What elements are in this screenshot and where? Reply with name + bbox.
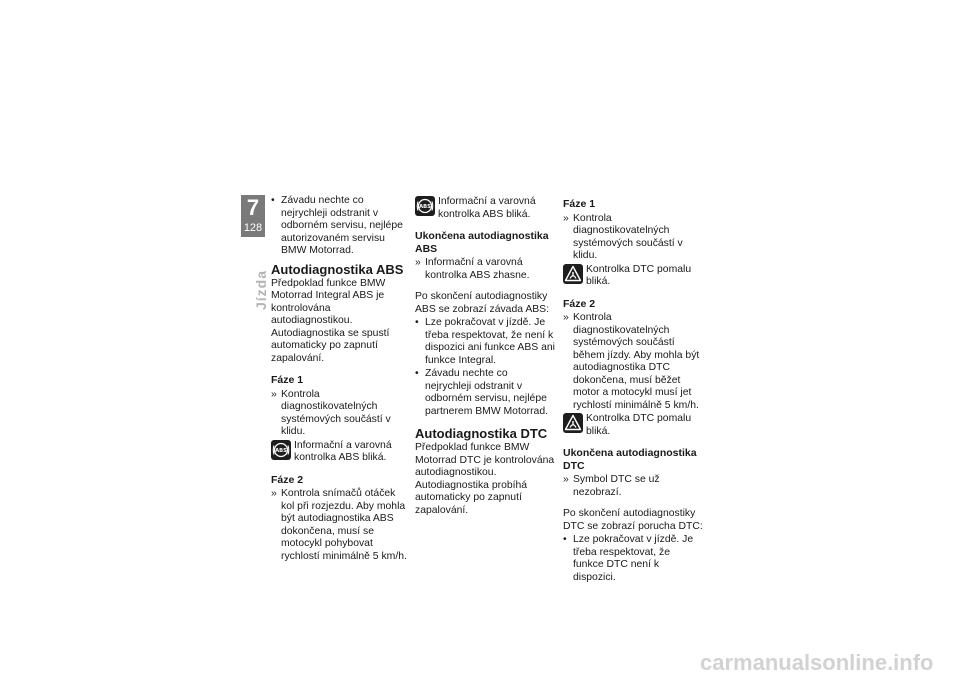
step-marker: » [563, 474, 569, 485]
list-item [415, 368, 555, 418]
subheading: Fáze 2 [563, 297, 596, 310]
step-item [563, 474, 703, 499]
step-marker: » [563, 212, 569, 224]
indicator-row [563, 264, 703, 289]
subheading: Ukončena autodiagnostika ABS [415, 230, 549, 255]
page-number: 128 [243, 222, 263, 234]
subheading: Fáze 2 [271, 473, 304, 486]
step-marker: » [415, 257, 421, 268]
abs-icon-label: ABS [419, 204, 431, 210]
column-1 [271, 195, 411, 564]
step-text: Informační a varovná kontrolka ABS zhasne. [425, 257, 530, 281]
step-marker: » [271, 488, 277, 499]
step-text: Kontrola diagnostikovatelných systémových součástí během jízdy. Aby mohla být autodiagnostika DTC dokončena, musí běžet motor a motocykl musí jet rychlostí minimálně 5 km/h. [573, 312, 700, 411]
dtc-warning-icon [563, 264, 583, 284]
chapter-title: Jízda [253, 269, 269, 310]
bullet-marker: • [415, 368, 419, 379]
indicator-row [415, 196, 555, 221]
chapter-number: 7 [246, 195, 260, 220]
step-item [271, 389, 411, 439]
abs-icon-label: ABS [275, 447, 287, 454]
paragraph: Předpoklad funkce BMW Motorrad Integral ABS je kontrolována autodiagnostikou. Autodiagnostika se spustí automaticky po zapnutí zapalování. [271, 277, 390, 364]
indicator-row [271, 440, 411, 465]
list-item [563, 534, 703, 584]
list-item-text: Lze pokračovat v jízdě. Je třeba respektovat, že není k dispozici ani funkce ABS ani funkce Integral. [425, 317, 555, 366]
step-item [563, 312, 703, 412]
paragraph: Po skončení autodiagnostiky DTC se zobrazí porucha DTC: [563, 508, 703, 532]
bullet-marker: • [415, 317, 419, 328]
subheading: Ukončena autodiagnostika DTC [563, 447, 697, 472]
list-item-text: Závadu nechte co nejrychleji odstranit v odborném servisu, nejlépe partnerem BMW Motorrad. [425, 368, 548, 417]
section-heading: Autodiagnostika DTC [415, 426, 548, 441]
step-item [563, 213, 703, 263]
subheading: Fáze 1 [563, 198, 596, 210]
step-marker: » [563, 312, 569, 323]
paragraph: Po skončení autodiagnostiky ABS se zobrazí závada ABS: [415, 291, 549, 315]
list-item [271, 195, 411, 258]
step-item [271, 488, 411, 563]
subheading: Fáze 1 [271, 374, 304, 386]
list-item-text: Závadu nechte co nejrychleji odstranit v odborném servisu, nejlépe autorizovaném servisu BMW Motorrad. [281, 195, 403, 256]
column-2 [415, 195, 555, 525]
indicator-text: Informační a varovná kontrolka ABS bliká. [294, 439, 392, 463]
step-item [415, 257, 555, 282]
list-item-text: Lze pokračovat v jízdě. Je třeba respektovat, že funkce DTC není k dispozici. [573, 534, 694, 583]
indicator-text: Kontrolka DTC pomalu bliká. [586, 413, 692, 437]
step-text: Kontrola diagnostikovatelných systémových součástí v klidu. [573, 212, 683, 261]
indicator-row [563, 413, 703, 438]
step-text: Kontrola snímačů otáček kol při rozjezdu. Aby mohla být autodiagnostika ABS dokončena, musí se motocykl pohybovat rychlostí minimálně 5 km/h. [281, 488, 407, 562]
step-marker: » [271, 388, 277, 400]
bullet-marker: • [563, 534, 567, 545]
section-heading: Autodiagnostika ABS [271, 261, 404, 277]
paragraph: Předpoklad funkce BMW Motorrad DTC je kontrolována autodiagnostikou. Autodiagnostika probíhá automaticky po zapnutí zapalování. [415, 442, 555, 516]
dtc-warning-icon [563, 413, 583, 433]
abs-warning-icon [415, 196, 435, 216]
step-text: Kontrola diagnostikovatelných systémových součástí v klidu. [281, 388, 391, 437]
chapter-tab [241, 195, 265, 237]
column-3 [563, 195, 703, 585]
step-text: Symbol DTC se už nezobrazí. [573, 474, 660, 498]
abs-warning-icon [271, 440, 291, 460]
list-item [415, 317, 555, 367]
watermark: carmanualsonline.info [700, 650, 934, 675]
bullet-marker: • [271, 195, 275, 206]
indicator-text: Informační a varovná kontrolka ABS bliká. [438, 196, 536, 220]
indicator-text: Kontrolka DTC pomalu bliká. [586, 263, 692, 287]
